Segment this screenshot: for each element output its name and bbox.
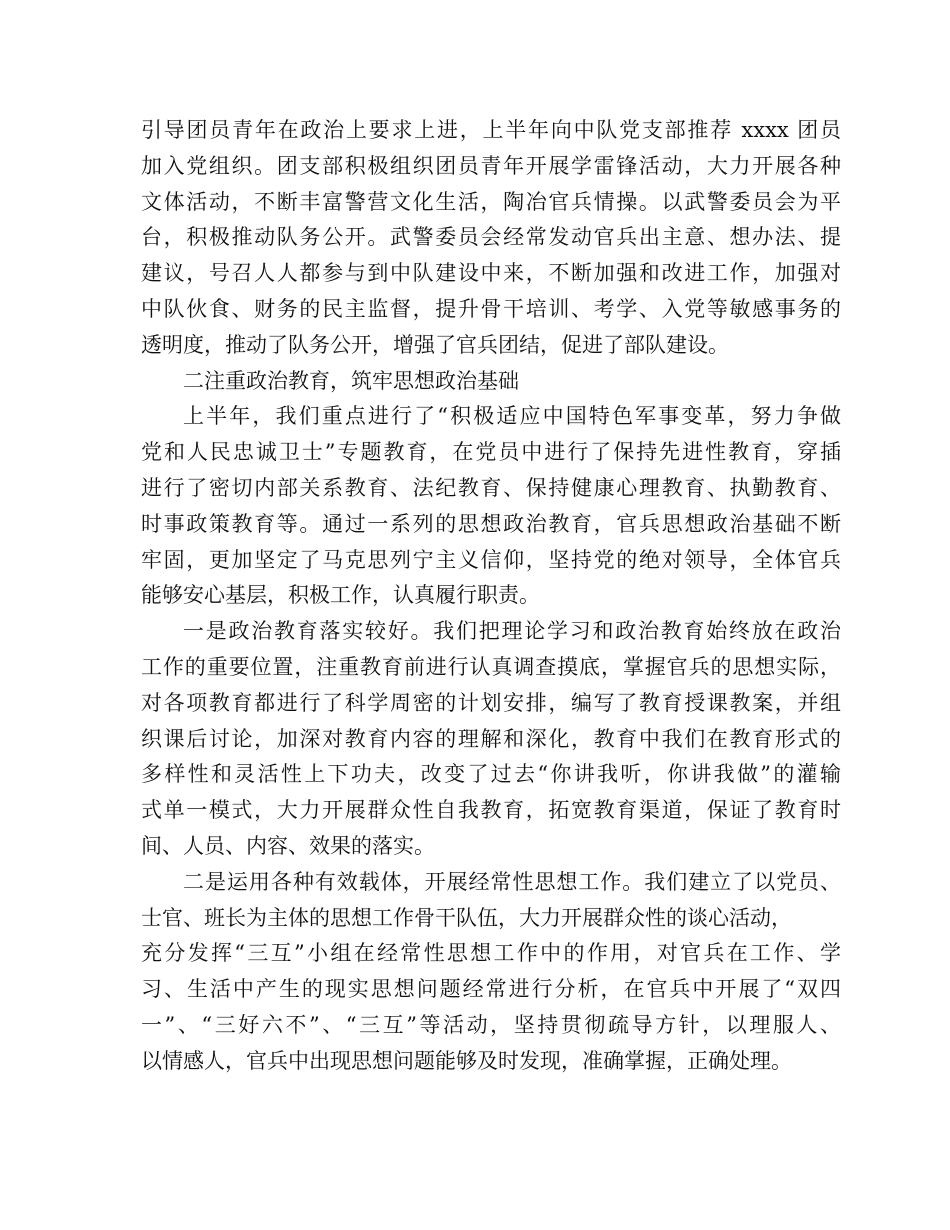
document-text-line: 二注重政治教育，筑牢思想政治基础 xyxy=(183,368,519,393)
document-text-line: 织课后讨论，加深对教育内容的理解和深化，教育中我们在教育形式的 xyxy=(141,726,841,751)
document-text-line: 士官、班长为主体的思想工作骨干队伍，大力开展群众性的谈心活动， xyxy=(141,905,792,930)
document-text-line: 台，积极推动队务公开。武警委员会经常发动官兵出主意、想办法、提 xyxy=(141,225,841,250)
document-text-line: 加入党组织。团支部积极组织团员青年开展学雷锋活动，大力开展各种 xyxy=(141,153,841,178)
document-text-line: 以情感人，官兵中出现思想问题能够及时发现，准确掌握，正确处理。 xyxy=(141,1048,792,1073)
document-text-line: 式单一模式，大力开展群众性自我教育，拓宽教育渠道，保证了教育时 xyxy=(141,798,841,823)
document-body xyxy=(141,113,841,1080)
document-text-line: 一”、“三好六不”、“三互”等活动，坚持贯彻疏导方针，以理服人、 xyxy=(141,1012,841,1037)
document-text-line: 牢固，更加坚定了马克思列宁主义信仰，坚持党的绝对领导，全体官兵 xyxy=(141,547,841,572)
document-text-line: 一是政治教育落实较好。我们把理论学习和政治教育始终放在政治 xyxy=(183,619,841,644)
document-text-line: 文体活动，不断丰富警营文化生活，陶冶官兵情操。以武警委员会为平 xyxy=(141,189,841,214)
document-text-line: 时事政策教育等。通过一系列的思想政治教育，官兵思想政治基础不断 xyxy=(141,511,841,536)
document-text-line: 上半年，我们重点进行了“积极适应中国特色军事变革，努力争做 xyxy=(183,404,841,429)
document-text-line: 能够安心基层，积极工作，认真履行职责。 xyxy=(141,583,540,608)
document-text-line: 对各项教育都进行了科学周密的计划安排，编写了教育授课教案，并组 xyxy=(141,690,841,715)
document-text-line: 多样性和灵活性上下功夫，改变了过去“你讲我听，你讲我做”的灌输 xyxy=(141,762,841,787)
document-text-line: 习、生活中产生的现实思想问题经常进行分析，在官兵中开展了“双四 xyxy=(141,977,841,1002)
document-text-line: 二是运用各种有效载体，开展经常性思想工作。我们建立了以党员、 xyxy=(183,869,841,894)
document-text-line: 引导团员青年在政治上要求上进，上半年向中队党支部推荐 xxxx 团员 xyxy=(141,118,841,142)
document-text-line: 中队伙食、财务的民主监督，提升骨干培训、考学、入党等敏感事务的 xyxy=(141,296,841,321)
document-text-line: 透明度，推动了队务公开，增强了官兵团结，促进了部队建设。 xyxy=(141,332,729,357)
document-text-line: 党和人民忠诚卫士”专题教育，在党员中进行了保持先进性教育，穿插 xyxy=(141,440,841,465)
document-text-line: 进行了密切内部关系教育、法纪教育、保持健康心理教育、执勤教育、 xyxy=(141,475,841,500)
document-text-line: 间、人员、内容、效果的落实。 xyxy=(141,833,435,858)
document-text-line: 工作的重要位置，注重教育前进行认真调查摸底，掌握官兵的思想实际， xyxy=(141,654,841,679)
document-text-line: 建议，号召人人都参与到中队建设中来，不断加强和改进工作，加强对 xyxy=(141,261,841,286)
document-text-line: 充分发挥“三互”小组在经常性思想工作中的作用，对官兵在工作、学 xyxy=(141,941,841,966)
